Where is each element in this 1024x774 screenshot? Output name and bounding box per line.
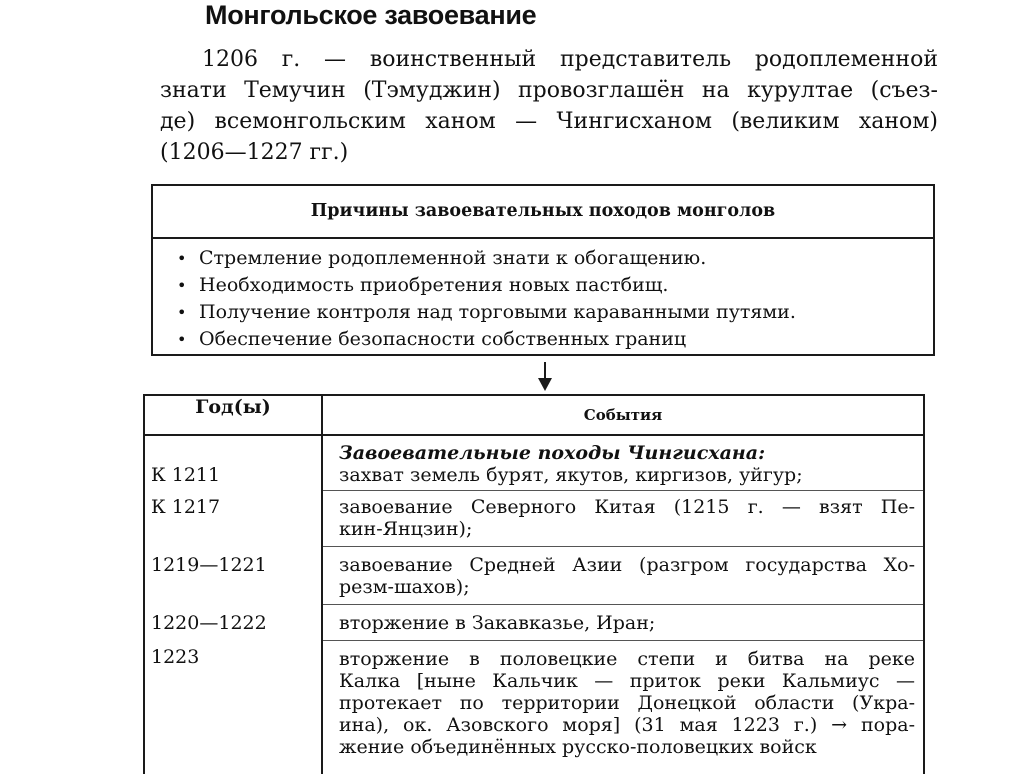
section-heading bbox=[339, 442, 915, 464]
row-events bbox=[339, 496, 915, 540]
causes-box bbox=[151, 184, 935, 356]
cause-item: • Обеспечение безопасности собственных границ bbox=[199, 326, 933, 353]
row-separator bbox=[323, 604, 923, 605]
page-title: Монгольское завоевание bbox=[205, 0, 537, 30]
row-year: К 1211 bbox=[151, 464, 221, 486]
row-separator bbox=[323, 640, 923, 641]
cause-item: • Получение контроля над торговыми караванными путями. bbox=[199, 299, 933, 326]
intro-line: знати Темучин (Тэмуджин) провозглашён на курултае (съез- bbox=[160, 78, 938, 103]
row-events bbox=[339, 464, 915, 486]
cause-item: • Необходимость приобретения новых пастбищ. bbox=[199, 272, 933, 299]
event-line: кин-Янцзин); bbox=[339, 518, 473, 540]
column-divider bbox=[321, 396, 323, 774]
event-line: протекает по территории Донецкой области (Укра- bbox=[339, 692, 915, 714]
intro-line: де) всемонгольским ханом — Чингисханом (великим ханом) bbox=[160, 109, 938, 134]
event-line: завоевание Средней Азии (разгром государства Хо- bbox=[339, 554, 915, 576]
event-line: ина), ок. Азовского моря] (31 мая 1223 г.) → пора- bbox=[339, 714, 915, 736]
cause-item: • Стремление родоплеменной знати к обогащению. bbox=[199, 245, 933, 272]
event-line: вторжение в Закавказье, Иран; bbox=[339, 612, 656, 634]
row-separator bbox=[323, 490, 923, 491]
row-events bbox=[339, 648, 915, 758]
intro-line: (1206—1227 гг.) bbox=[160, 140, 349, 165]
arrow-down-icon bbox=[537, 362, 553, 392]
table-header-row bbox=[145, 396, 923, 436]
events-table bbox=[143, 394, 925, 774]
causes-list bbox=[153, 239, 933, 353]
row-events bbox=[339, 554, 915, 598]
row-year: 1219—1221 bbox=[151, 554, 267, 576]
section-heading-text: Завоевательные походы Чингисхана: bbox=[339, 442, 766, 464]
event-line: вторжение в половецкие степи и битва на реке bbox=[339, 648, 915, 670]
column-header-events: События bbox=[583, 406, 663, 424]
row-year: 1223 bbox=[151, 646, 200, 668]
event-line: резм-шахов); bbox=[339, 576, 470, 598]
event-line: жение объединённых русско-половецких войск bbox=[339, 736, 817, 758]
row-year: К 1217 bbox=[151, 496, 221, 518]
row-year: 1220—1222 bbox=[151, 612, 267, 634]
event-line: завоевание Северного Китая (1215 г. — взят Пе- bbox=[339, 496, 915, 518]
row-events bbox=[339, 612, 915, 634]
causes-header: Причины завоевательных походов монголов bbox=[153, 186, 933, 239]
intro-line: 1206 г. — воинственный представитель родоплеменной bbox=[202, 47, 938, 72]
event-line: Калка [ныне Кальчик — приток реки Кальмиус — bbox=[339, 670, 915, 692]
event-line: захват земель бурят, якутов, киргизов, уйгур; bbox=[339, 464, 803, 486]
row-separator bbox=[323, 546, 923, 547]
intro-paragraph bbox=[160, 44, 938, 168]
column-header-year: Год(ы) bbox=[195, 396, 271, 418]
